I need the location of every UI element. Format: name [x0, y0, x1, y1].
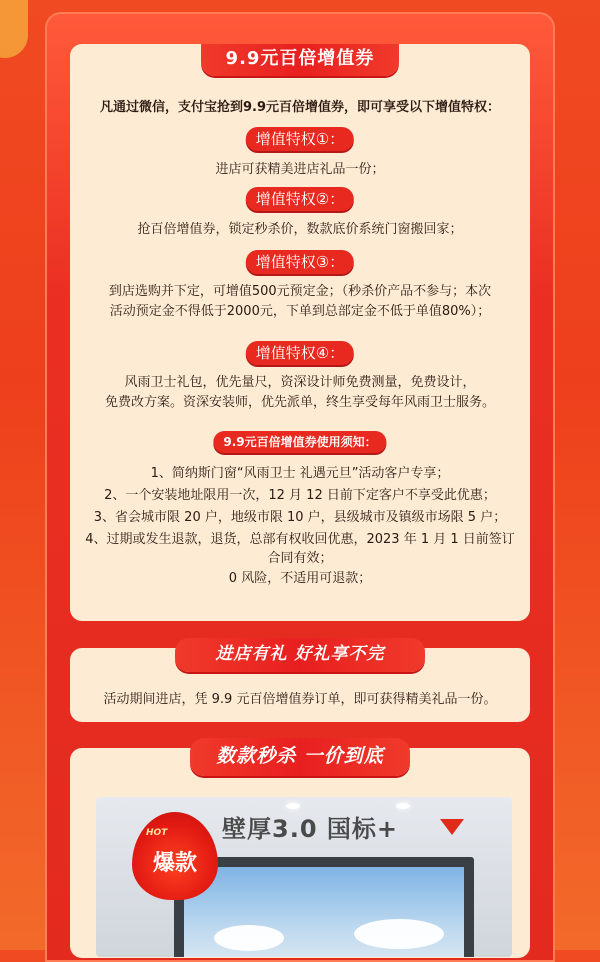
notice-line-4: 4、过期或发生退款，退货，总部有权收回优惠，2023 年 1 月 1 日前签订 [85, 532, 515, 547]
privilege-3-line-2: 活动预定金不得低于2000元，下单到总部定金不低于单值80%）； [109, 304, 491, 319]
window-image [174, 857, 474, 957]
privilege-3-label: 增值特权③： [246, 250, 354, 274]
product-title: 壁厚3.0 国标+ [222, 815, 398, 843]
ceiling-lamp-icon [286, 803, 300, 809]
notice-line-6: 0 风险，不适用可退款； [228, 571, 372, 586]
privilege-2-line-1: 抢百倍增值券，锁定秒杀价，数款底价系统门窗搬回家； [137, 222, 463, 237]
notice-line-5: 合同有效； [267, 551, 333, 566]
store-gift-card [70, 644, 530, 722]
window-glass [184, 867, 464, 957]
privilege-1-line-1: 进店可获精美进店礼品一份； [215, 162, 385, 177]
store-gift-text: 活动期间进店，凭 9.9 元百倍增值券订单，即可获得精美礼品一份。 [103, 692, 497, 707]
decorative-blob [0, 0, 28, 58]
notice-line-1: 1、简纳斯门窗“风雨卫士 礼遇元旦”活动客户专享； [150, 466, 450, 481]
notice-label: 9.9元百倍增值券使用须知： [213, 431, 386, 453]
privilege-4-label: 增值特权④： [246, 341, 354, 365]
hot-badge [132, 812, 218, 900]
coupon-intro: 凡通过微信，支付宝抢到9.9元百倍增值券，即可享受以下增值特权： [99, 100, 501, 115]
notice-line-2: 2、一个安装地址限用一次，12 月 12 日前下定客户不享受此优惠； [104, 488, 496, 503]
notice-line-3: 3、省会城市限 20 户，地级市限 10 户，县级城市及镇级市场限 5 户； [93, 510, 507, 525]
ceiling-lamp-icon [396, 803, 410, 809]
cloud-shape [354, 919, 444, 949]
flash-sale-ribbon: 数款秒杀 一价到底 [190, 738, 410, 776]
privilege-4-line-1: 风雨卫士礼包，优先量尺，资深设计师免费测量，免费设计， [124, 375, 476, 390]
coupon-title-ribbon: 9.9元百倍增值券 [201, 44, 399, 76]
badge-word: 爆款 [152, 851, 197, 876]
cloud-shape [214, 925, 284, 951]
triangle-down-icon [440, 819, 464, 835]
privilege-3-line-1: 到店选购并下定，可增值500元预定金；（秒杀价产品不参与；本次 [108, 284, 492, 299]
privilege-1-label: 增值特权①： [246, 127, 354, 151]
badge-hot-text: HOT [146, 828, 168, 838]
store-gift-ribbon: 进店有礼 好礼享不完 [175, 638, 425, 672]
privilege-4-line-2: 免费改方案。资深安装师，优先派单，终生享受每年风雨卫士服务。 [104, 395, 495, 410]
privilege-2-label: 增值特权②： [246, 187, 354, 211]
